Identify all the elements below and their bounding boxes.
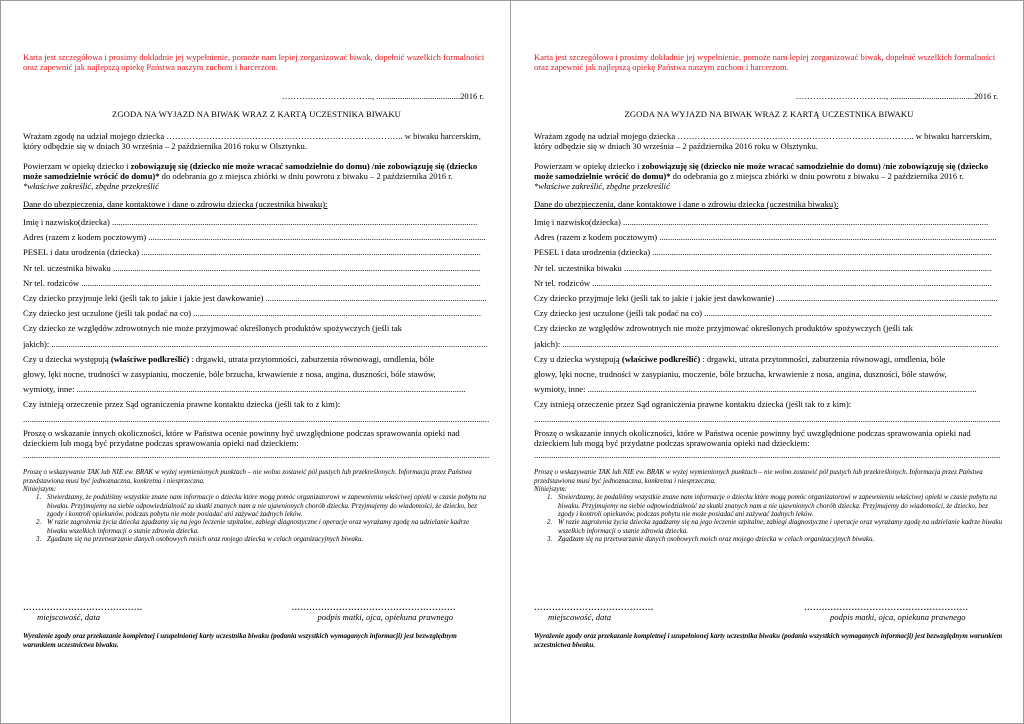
field-other-circumstances[interactable]: ......................................................................................................................................................................................................................... bbox=[23, 450, 490, 461]
place-date-label: miejscowość, data bbox=[37, 612, 101, 622]
field-court-restrictions[interactable]: ......................................................................................................................................................................................................................... bbox=[23, 414, 490, 425]
place-date-signature bbox=[534, 602, 734, 622]
date-line: ………………………….., .......................................2016 r. bbox=[795, 91, 998, 101]
field-ailments-label bbox=[23, 354, 490, 369]
field-address[interactable]: Adres (razem z kodem pocztowym) ............................................................................................................................................................. bbox=[534, 232, 997, 243]
field-address[interactable]: Adres (razem z kodem pocztowym) ............................................................................................................................................................. bbox=[23, 232, 486, 243]
final-requirement-note: Wyrażenie zgody oraz przekazanie kompletnej i uzupełnionej karty uczestnika biwaku (podania wszystkich wymaganych informacji) jest bezwzględnym warunkiem uczestnictwa biwaku. bbox=[23, 632, 457, 649]
parent-signature-line[interactable]: …….………………………………………… bbox=[804, 602, 969, 612]
intro-text: Karta jest szczegółowa i prosimy dokładnie jej wypełnienie, pomoże nam lepiej zorganizować biwak, dopełnić wszelkich formalności oraz zapewnić jak najlepszą opiekę Państwa naszym zuchom i harcerzom. bbox=[534, 52, 996, 72]
field-ailments-other[interactable]: wymioty, inne: ..................................................................................................................................................................................... bbox=[23, 384, 466, 395]
consent-form-right bbox=[511, 0, 1024, 724]
ailments-prefix: Czy u dziecka występują bbox=[23, 353, 111, 364]
field-court-label: Czy istnieją orzeczenie przez Sąd ograniczenia prawne kontaktu dziecka (jeśli tak to z kim): bbox=[23, 399, 341, 410]
place-date-line[interactable]: …………………………………. bbox=[23, 602, 143, 612]
consent-paragraph: Wrażam zgodę na udział mojego dziecka ……………………………………………………………………….. w biwaku harcerskim, który odbędzie się w dniach 30 września – 2 października 2016 roku w Olsztynku. bbox=[23, 131, 481, 151]
field-child-name[interactable]: Imię i nazwisko(dziecka) .......................................................................................................................................................................... bbox=[534, 217, 989, 227]
field-allergies[interactable]: Czy dziecko jest uczulone (jeśli tak podać na co) ...................................................................................................................................... bbox=[534, 308, 993, 319]
parent-signature-label: podpis matki, ojca, opiekuna prawnego bbox=[830, 612, 966, 622]
declaration-item: 3. Zgadzam się na przetwarzanie danych osobowych moich oraz mojego dziecka w celach organizacyjnych biwaku. bbox=[43, 535, 490, 543]
field-court-label: Czy istnieją orzeczenie przez Sąd ograniczenia prawne kontaktu dziecka (jeśli tak to z kim): bbox=[534, 399, 852, 410]
other-circumstances-label: Proszę o wskazanie innych okoliczności, które w Państwa ocenie powinny być uwzględnione podczas sprawowania opieki nad dzieckiem lub mogą być przydatne podczas sprawowania opieki nad dzieckiem: bbox=[534, 428, 971, 449]
field-ailments-other[interactable]: wymioty, inne: ..................................................................................................................................................................................... bbox=[534, 384, 977, 395]
care-suffix: do odebrania go z miejsca zbiórki w dniu powrotu z biwaku – 2 października 2016 r. bbox=[159, 171, 453, 181]
field-participant-phone[interactable]: Nr tel. uczestnika biwaku ........................................................................................................................................................................... bbox=[534, 262, 992, 273]
parent-signature bbox=[734, 602, 1004, 622]
field-food-restrictions[interactable]: jakich): ........................................................................................................................................................................................................... bbox=[23, 338, 488, 349]
field-child-name[interactable]: Imię i nazwisko(dziecka) .......................................................................................................................................................................... bbox=[23, 217, 478, 227]
care-suffix: do odebrania go z miejsca zbiórki w dniu powrotu z biwaku – 2 października 2016 r. bbox=[670, 171, 964, 181]
parent-signature bbox=[222, 602, 491, 622]
declarations-list bbox=[534, 493, 1004, 543]
declarations-heading: Niniejszym: bbox=[534, 485, 568, 494]
field-ailments-list-2: głowy, lęki nocne, trudności w zasypianiu, moczenie, bóle brzucha, krwawienie z nosa, angina, duszności, bóle stawów, bbox=[23, 368, 436, 379]
declarations-intro: Proszę o wskazywanie TAK lub NIE ew. BRAK w wyżej wymienionych punktach – nie wolno zostawić pól pustych lub przekreślonych. Informacja przez Państwa przedstawiona musi być jednoznaczna, konkretna i niesprzeczna. bbox=[23, 468, 472, 485]
footnote-marker: *właściwe zakreślić, zbędne przekreślić bbox=[534, 181, 670, 191]
parent-signature-line[interactable]: …….………………………………………… bbox=[291, 602, 456, 612]
field-parents-phone[interactable]: Nr tel. rodziców .......................................................................................................................................................................................... bbox=[23, 277, 481, 288]
consent-paragraph: Wrażam zgodę na udział mojego dziecka ……………………………………………………………………….. w biwaku harcerskim, który odbędzie się w dniach 30 września – 2 października 2016 roku w Olsztynku. bbox=[534, 131, 992, 151]
field-pesel-birthdate[interactable]: PESEL i data urodzenia (dziecka) .............................................................................................................................................................. bbox=[534, 247, 992, 258]
final-requirement-note: Wyrażenie zgody oraz przekazanie kompletnej i uzupełnionej karty uczestnika biwaku (podania wszystkich wymaganych informacji) jest bezwzględnym warunkiem uczestnictwa biwaku. bbox=[534, 632, 1003, 649]
declarations-list bbox=[23, 493, 490, 543]
parent-signature-label: podpis matki, ojca, opiekuna prawnego bbox=[317, 612, 454, 622]
declarations-heading: Niniejszym: bbox=[23, 485, 57, 494]
care-paragraph bbox=[534, 161, 1004, 181]
field-pesel-birthdate[interactable]: PESEL i data urodzenia (dziecka) .............................................................................................................................................................. bbox=[23, 247, 481, 258]
place-date-line[interactable]: …………………………………. bbox=[534, 602, 654, 612]
signature-row bbox=[534, 602, 1004, 622]
declarations-block bbox=[534, 468, 1004, 543]
field-medications[interactable]: Czy dziecko przyjmuje leki (jeśli tak to jakie i jakie jest dawkowanie) ....................................................................................................... bbox=[534, 292, 998, 303]
field-allergies[interactable]: Czy dziecko jest uczulone (jeśli tak podać na co) ...................................................................................................................................... bbox=[23, 308, 482, 319]
field-parents-phone[interactable]: Nr tel. rodziców .......................................................................................................................................................................................... bbox=[534, 277, 992, 288]
field-food-restrictions-label: Czy dziecko ze względów zdrowotnych nie może przyjmować określonych produktów spożywczych (jeśli tak bbox=[534, 323, 913, 334]
care-paragraph bbox=[23, 161, 490, 181]
declaration-item: 2. W razie zagrożenia życia dziecka zgadzamy się na jego leczenie szpitalne, zabiegi diagnostyczne i operacje oraz wyrażamy zgodę na udzielanie kadrze biwaku wszelkich informacji o stanie zdrowia dziecka. bbox=[43, 518, 490, 535]
care-obligation: zobowiązuję się (dziecko nie może wracać samodzielnie do domu) /nie zobowiązuję się (dziecko może samodzielnie wrócić do domu)* bbox=[23, 161, 478, 181]
care-obligation: zobowiązuję się (dziecko nie może wracać samodzielnie do domu) /nie zobowiązuję się (dziecko może samodzielnie wrócić do domu)* bbox=[534, 161, 989, 181]
declaration-item: 1. Stwierdzamy, że podaliśmy wszystkie znane nam informacje o dziecku które mogą pomóc organizatorowi w zapewnieniu właściwej opieki w czasie pobytu na biwaku. Przyjmujemy na siebie odpowiedzialność za skutki znanych nam a nie ujawnionych chorób dziecka. Przyjmujemy do wiadomości, że dziecko, bez zgody i kontroli opiekunów, podczas pobytu nie może posiadać ani zażywać żadnych leków. bbox=[554, 493, 1004, 518]
field-medications[interactable]: Czy dziecko przyjmuje leki (jeśli tak to jakie i jakie jest dawkowanie) ....................................................................................................... bbox=[23, 292, 487, 303]
form-title: ZGODA NA WYJAZD NA BIWAK WRAZ Z KARTĄ UCZESTNIKA BIWAKU bbox=[624, 109, 914, 119]
signature-row bbox=[23, 602, 490, 622]
field-other-circumstances[interactable]: ......................................................................................................................................................................................................................... bbox=[534, 450, 1001, 461]
place-date-label: miejscowość, data bbox=[548, 612, 612, 622]
ailments-instruction: (właściwe podkreślić) bbox=[621, 353, 701, 364]
intro-text: Karta jest szczegółowa i prosimy dokładnie jej wypełnienie, pomoże nam lepiej zorganizować biwak, dopełnić wszelkich formalności oraz zapewnić jak najlepszą opiekę Państwa naszym zuchom i harcerzom. bbox=[23, 52, 485, 72]
field-participant-phone[interactable]: Nr tel. uczestnika biwaku ........................................................................................................................................................................... bbox=[23, 262, 481, 273]
ailments-list: : drgawki, utrata przytomności, zaburzenia równowagi, omdlenia, bóle bbox=[700, 353, 946, 364]
consent-form-left bbox=[0, 0, 510, 724]
field-food-restrictions[interactable]: jakich): ........................................................................................................................................................................................................... bbox=[534, 338, 999, 349]
field-food-restrictions-label: Czy dziecko ze względów zdrowotnych nie może przyjmować określonych produktów spożywczych (jeśli tak bbox=[23, 323, 402, 334]
declarations-intro: Proszę o wskazywanie TAK lub NIE ew. BRAK w wyżej wymienionych punktach – nie wolno zostawić pól pustych lub przekreślonych. Informacja przez Państwa przedstawiona musi być jednoznaczna, konkretna i niesprzeczna. bbox=[534, 468, 983, 485]
field-ailments-list-2: głowy, lęki nocne, trudności w zasypianiu, moczenie, bóle brzucha, krwawienie z nosa, angina, duszności, bóle stawów, bbox=[534, 368, 947, 379]
declarations-block bbox=[23, 468, 490, 543]
ailments-prefix: Czy u dziecka występują bbox=[534, 353, 622, 364]
field-ailments-label bbox=[534, 354, 1004, 369]
other-circumstances-label: Proszę o wskazanie innych okoliczności, które w Państwa ocenie powinny być uwzględnione podczas sprawowania opieki nad dzieckiem lub mogą być przydatne podczas sprawowania opieki nad dzieckiem: bbox=[23, 428, 460, 449]
place-date-signature bbox=[23, 602, 222, 622]
care-prefix: Powierzam w opiekę dziecko i bbox=[534, 161, 642, 171]
declaration-item: 3. Zgadzam się na przetwarzanie danych osobowych moich oraz mojego dziecka w celach organizacyjnych biwaku. bbox=[554, 535, 1004, 543]
form-title: ZGODA NA WYJAZD NA BIWAK WRAZ Z KARTĄ UCZESTNIKA BIWAKU bbox=[112, 109, 401, 119]
declaration-item: 2. W razie zagrożenia życia dziecka zgadzamy się na jego leczenie szpitalne, zabiegi diagnostyczne i operacje oraz wyrażamy zgodę na udzielanie kadrze biwaku wszelkich informacji o stanie zdrowia dziecka. bbox=[554, 518, 1004, 535]
footnote-marker: *właściwe zakreślić, zbędne przekreślić bbox=[23, 181, 159, 191]
field-court-restrictions[interactable]: ......................................................................................................................................................................................................................... bbox=[534, 414, 1001, 425]
ailments-list: : drgawki, utrata przytomności, zaburzenia równowagi, omdlenia, bóle bbox=[189, 353, 435, 364]
care-prefix: Powierzam w opiekę dziecko i bbox=[23, 161, 131, 171]
date-line: ………………………….., .......................................2016 r. bbox=[281, 91, 484, 101]
ailments-instruction: (właściwe podkreślić) bbox=[110, 353, 190, 364]
declaration-item: 1. Stwierdzamy, że podaliśmy wszystkie znane nam informacje o dziecku które mogą pomóc organizatorowi w zapewnieniu właściwej opieki w czasie pobytu na biwaku. Przyjmujemy na siebie odpowiedzialność za skutki znanych nam a nie ujawnionych chorób dziecka. Przyjmujemy do wiadomości, że dziecko, bez zgody i kontroli opiekunów, podczas pobytu nie może posiadać ani zażywać żadnych leków. bbox=[43, 493, 490, 518]
section-heading: Dane do ubezpieczenia, dane kontaktowe i dane o zdrowiu dziecka (uczestnika biwaku): bbox=[23, 199, 328, 209]
section-heading: Dane do ubezpieczenia, dane kontaktowe i dane o zdrowiu dziecka (uczestnika biwaku): bbox=[534, 199, 839, 209]
